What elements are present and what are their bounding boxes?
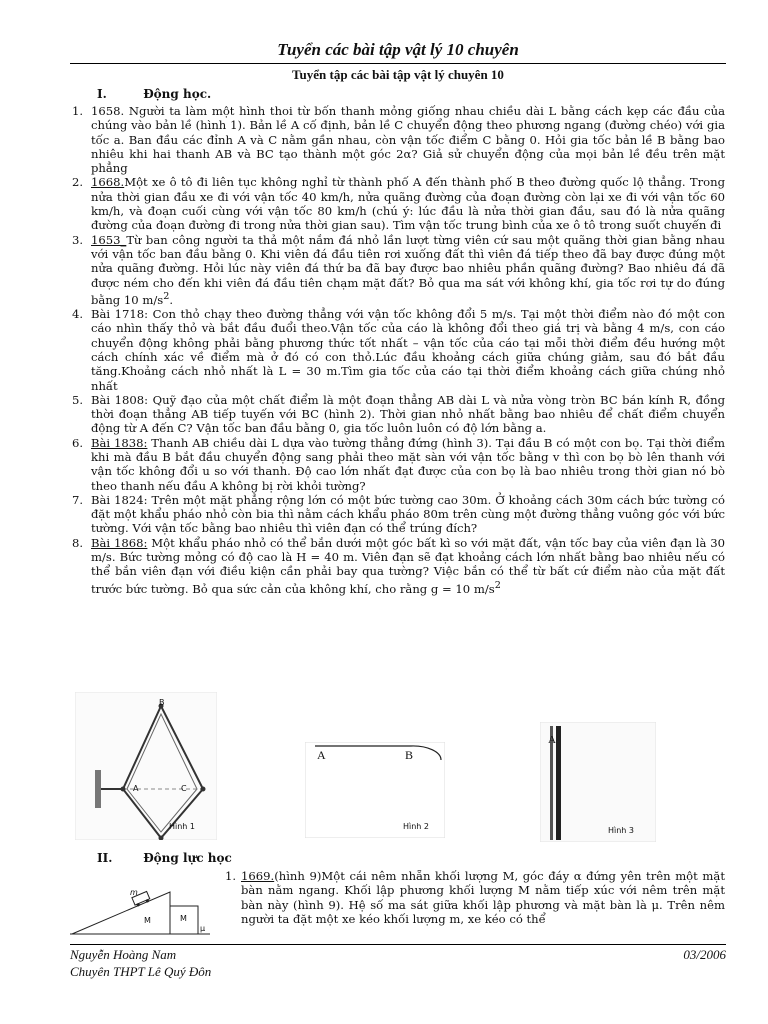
label-wedge-mass: M: [144, 916, 151, 925]
problem-ref: Bài 1868:: [91, 535, 148, 550]
problem-number: 4.: [72, 307, 84, 322]
problem-ref: 1669.: [241, 869, 275, 883]
figure-3-drawing: [540, 722, 656, 842]
figure-1: [75, 692, 217, 840]
point-label-b: B: [405, 748, 414, 762]
page-subtitle: Tuyển tập các bài tập vật lý chuyên 10: [292, 67, 504, 82]
problem-9: [225, 869, 725, 926]
problem-item: [70, 393, 725, 436]
problem-number: 6.: [72, 435, 84, 450]
label-mu: μ: [200, 924, 206, 933]
figure-caption: Hình 1: [169, 822, 196, 831]
label-m: m: [130, 888, 138, 897]
problem-item: [70, 493, 725, 536]
section-heading-2: [97, 851, 232, 865]
point-label-a: A: [133, 784, 139, 793]
point-label-b: B: [159, 698, 165, 707]
problem-list: [70, 104, 725, 596]
problem-number: 1.: [225, 869, 237, 883]
running-header: Tuyển các bài tập vật lý 10 chuyên: [277, 40, 519, 59]
problem-body: [225, 869, 725, 926]
footer-school: Chuyên THPT Lê Quý Đôn: [70, 964, 212, 979]
figure-caption: Hình 3: [608, 826, 635, 835]
problem-number: 1.: [72, 104, 84, 118]
problem-number: 3.: [72, 232, 84, 247]
footer-author: Nguyễn Hoàng Nam: [70, 947, 177, 962]
section-title: Động lực học: [143, 851, 232, 865]
problem-text: (hình 9)Một cái nêm nhẵn khối lượng M, góc đáy α đứng yên trên một mặt bàn nằm ngang. Khối lập phương khối lượng M nằm tiếp xúc với nêm trên mặt bàn này (hình 9). Hệ số ma sát giữa khối lập phương và mặt bàn là μ. Trên nêm người ta đặt một xe kéo khối lượng m, xe kéo có thể: [241, 869, 725, 926]
figure-9-drawing: [70, 884, 210, 936]
point-label-c: C: [181, 784, 187, 793]
problem-number: 5.: [72, 392, 84, 407]
problem-text: Một khẩu pháo nhỏ có thể bắn dưới một góc bất kì so với mặt đất, vận tốc bay của viên đạn là 30 m/s. Bức tường mỏng có độ cao là H = 40 m. Viên đạn sẽ đạt khoảng cách lớn nhất bằng bao nhiêu nếu có thể bắn viên đạn với điều kiện cần phải bay qua tường? Việc bắn có thể từ bất cứ điểm nào của mặt đất trước bức tường. Bỏ qua sức cản của không khí, cho rằng g = 10 m/s: [91, 535, 725, 596]
footer-date: 03/2006: [683, 947, 726, 962]
section-number: I.: [97, 87, 107, 101]
header-rule: [70, 63, 726, 64]
point-label-a: A: [317, 748, 326, 762]
problem-item: [70, 175, 725, 232]
footer-rule: [70, 944, 726, 945]
superscript: 2: [163, 290, 170, 302]
section-number: II.: [97, 851, 113, 865]
problem-text: Thanh AB chiều dài L dựa vào tường thẳng đứng (hình 3). Tại đầu B có một con bọ. Tại thời điểm khi mà đầu B bắt đầu chuyển động sang phải theo mặt sàn với vận tốc bằng v thì con bọ bò lên thanh với vận tốc không đổi u so với thanh. Độ cao lớn nhất đạt được của con bọ là bao nhiêu trong thời gian nó bò theo thanh nếu đầu A không bị rời khỏi tường?: [91, 435, 725, 493]
figure-3: [540, 722, 656, 842]
problem-text: 1658. Người ta làm một hình thoi từ bốn thanh mỏng giống nhau chiều dài L bằng cách kẹp các đầu của chúng vào bản lề (hình 1). Bản lề A cố định, bản lề C chuyển động theo phương ngang (đường chéo) với gia tốc a. Ban đầu các đỉnh A và C nằm gần nhau, còn vận tốc điểm C bằng 0. Hỏi gia tốc bản lề B bằng bao nhiêu khi hai thanh AB và BC tạo thành một góc 2α? Giả sử chuyển động của mọi bản lề đều trên mặt phẳng: [91, 104, 725, 176]
problem-number: 2.: [72, 175, 84, 190]
problem-ref: 1668.: [91, 175, 125, 190]
problem-text: Bài 1824: Trên một mặt phẳng rộng lớn có một bức tường cao 30m. Ở khoảng cách 30m cách bức tường có đặt một khẩu pháo nhỏ còn bia thì nằm cách khẩu pháo 80m trên cùng một đường thẳng vuông góc với bức tường. Với vận tốc bằng bao nhiêu thì viên đạn có thể trúng đích?: [91, 492, 725, 536]
problem-item: [70, 536, 725, 596]
problem-item: [70, 233, 725, 307]
figure-1-drawing: [75, 692, 217, 840]
problem-item: [70, 307, 725, 393]
superscript: 2: [494, 579, 501, 591]
problem-text: Một xe ô tô đi liên tục không nghỉ từ thành phố A đến thành phố B theo đường quốc lộ thẳng. Trong nửa thời gian đầu xe đi với vận tốc 40 km/h, nửa quãng đường của đoạn đường còn lại xe đi với vận tốc 60 km/h, và đoạn cuối cùng với vận tốc 80 km/h (chú ý: lúc đầu là nửa thời gian đầu, sau đó là nửa quãng đường của đoạn đường đi trong nửa thời gian sau). Tìm vận tốc trung bình của xe ô tô trong suốt chuyến đi: [91, 175, 725, 233]
problem-ref: Bài 1838:: [91, 435, 148, 450]
problem-text: Từ ban công người ta thả một nắm đá nhỏ lần lượt từng viên cứ sau một quãng thời gian bằng nhau với vận tốc ban đầu bằng 0. Khi viên đá đầu tiên rơi xuống đất thì viên đá tiếp theo đã bay được đúng một nửa quãng đường. Hỏi lúc này viên đá thứ ba đã bay được bao nhiêu phần quãng đường? Bao nhiêu đá đã được ném cho đến khi viên đá đầu tiên chạm mặt đất? Bỏ qua ma sát với không khí, gia tốc rơi tự do đúng bằng 10 m/s: [91, 232, 725, 307]
label-cube-mass: M: [180, 914, 187, 923]
figure-2: [305, 742, 445, 838]
problem-number: 8.: [72, 535, 84, 550]
problem-item: [70, 104, 725, 175]
problem-text: .: [169, 292, 174, 307]
problem-ref: 1653_: [91, 232, 127, 247]
section-title: Động học.: [143, 87, 212, 101]
problem-item: [70, 436, 725, 493]
section-heading-1: [97, 87, 211, 101]
problem-text: Bài 1718: Con thỏ chạy theo đường thẳng với vận tốc không đổi 5 m/s. Tại một thời điểm nào đó một con cáo nhìn thấy thỏ và bắt đầu đuổi theo.Vận tốc của cáo là không đổi theo giá trị và bằng 4 m/s, con cáo chuyển động không phải bằng phương thức tốt nhất – vận tốc của cáo tại mỗi thời điểm đều hướng một cách chính xác về điểm mà ở đó có con thỏ.Lúc đầu khoảng cách giữa chúng giảm, sau đó bắt đầu tăng.Khoảng cách nhỏ nhất là L = 30 m.Tìm gia tốc của cáo tại thời điểm khoảng cách giữa chúng nhỏ nhất: [91, 307, 725, 393]
figure-caption: Hình 2: [403, 822, 430, 831]
problem-number: 7.: [72, 492, 84, 507]
figure-9: [70, 884, 210, 936]
problem-text: Bài 1808: Quỹ đạo của một chất điểm là một đoạn thẳng AB dài L và nửa vòng tròn BC bán kính R, đồng thời đoạn thẳng AB tiếp tuyến với BC (hình 2). Thời gian nhỏ nhất bằng bao nhiêu để chất điểm chuyển động từ A đến C? Vận tốc ban đầu bằng 0, gia tốc luôn luôn có độ lớn bằng a.: [91, 392, 725, 436]
point-label-a: A: [548, 734, 556, 746]
